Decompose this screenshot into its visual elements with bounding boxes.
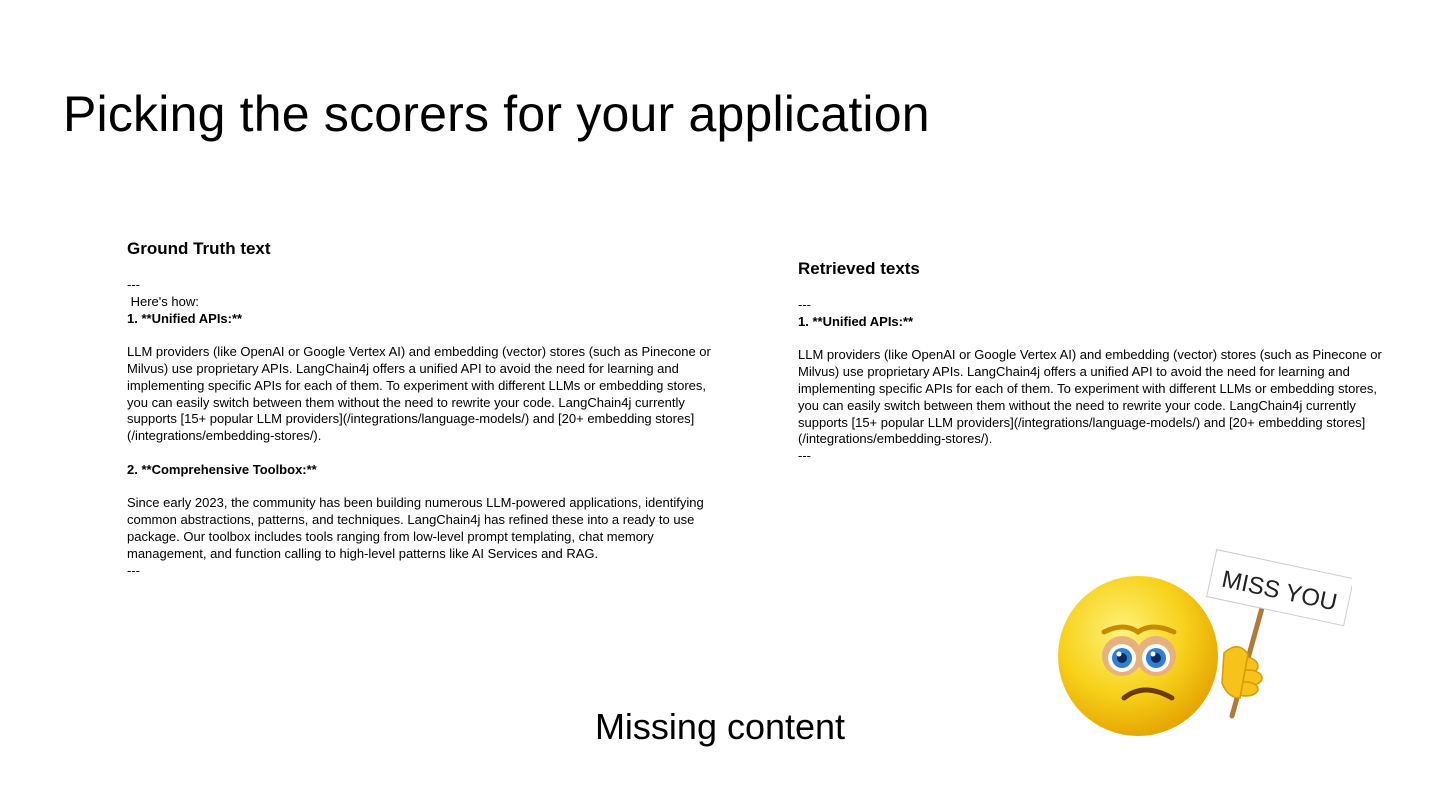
item-title: 1. **Unified APIs:** [798, 313, 914, 329]
intro-text: Here's how: [127, 293, 199, 309]
sad-emoji-illustration [1052, 548, 1352, 743]
separator: --- [798, 448, 811, 464]
item-title: 2. **Comprehensive Toolbox:** [127, 461, 317, 477]
ground-truth-panel [127, 238, 717, 579]
item-body: Since early 2023, the community has been building numerous LLM-powered applications, identifying common abstractions, patterns, and techniques. LangChain4j has refined these into a ready to use package. Our toolbox includes tools ranging from low-level prompt templating, chat memory management, and function calling to high-level patterns like AI Services and RAG. [127, 495, 704, 561]
ground-truth-heading: Ground Truth text [127, 239, 271, 258]
item-body: LLM providers (like OpenAI or Google Vertex AI) and embedding (vector) stores (such as Pinecone or Milvus) use proprietary APIs. LangChain4j offers a unified API to avoid the need for learning and implementing specific APIs for each of them. To experiment with different LLMs or embedding stores, you can easily switch between them without the need to rewrite your code. LangChain4j currently supports [15+ popular LLM providers](/integrations/language-models/) and [20+ embedding stores](/integrations/embedding-stores/). [127, 344, 711, 444]
missing-content-caption: Missing content [594, 706, 846, 747]
page-title: Picking the scorers for your application [63, 86, 930, 142]
separator: --- [798, 297, 811, 312]
separator: --- [127, 562, 140, 578]
retrieved-panel [798, 258, 1388, 465]
sad-face-emoji-icon [1052, 548, 1352, 743]
retrieved-heading: Retrieved texts [798, 259, 920, 278]
sign-text: MISS YOU [1219, 565, 1340, 617]
item-body: LLM providers (like OpenAI or Google Vertex AI) and embedding (vector) stores (such as Pinecone or Milvus) use proprietary APIs. LangChain4j offers a unified API to avoid the need for learning and implementing specific APIs for each of them. To experiment with different LLMs or embedding stores, you can easily switch between them without the need to rewrite your code. LangChain4j currently supports [15+ popular LLM providers](/integrations/language-models/) and [20+ embedding stores](/integrations/embedding-stores/). [798, 347, 1382, 447]
item-title: 1. **Unified APIs:** [127, 310, 243, 326]
separator: --- [127, 277, 140, 292]
